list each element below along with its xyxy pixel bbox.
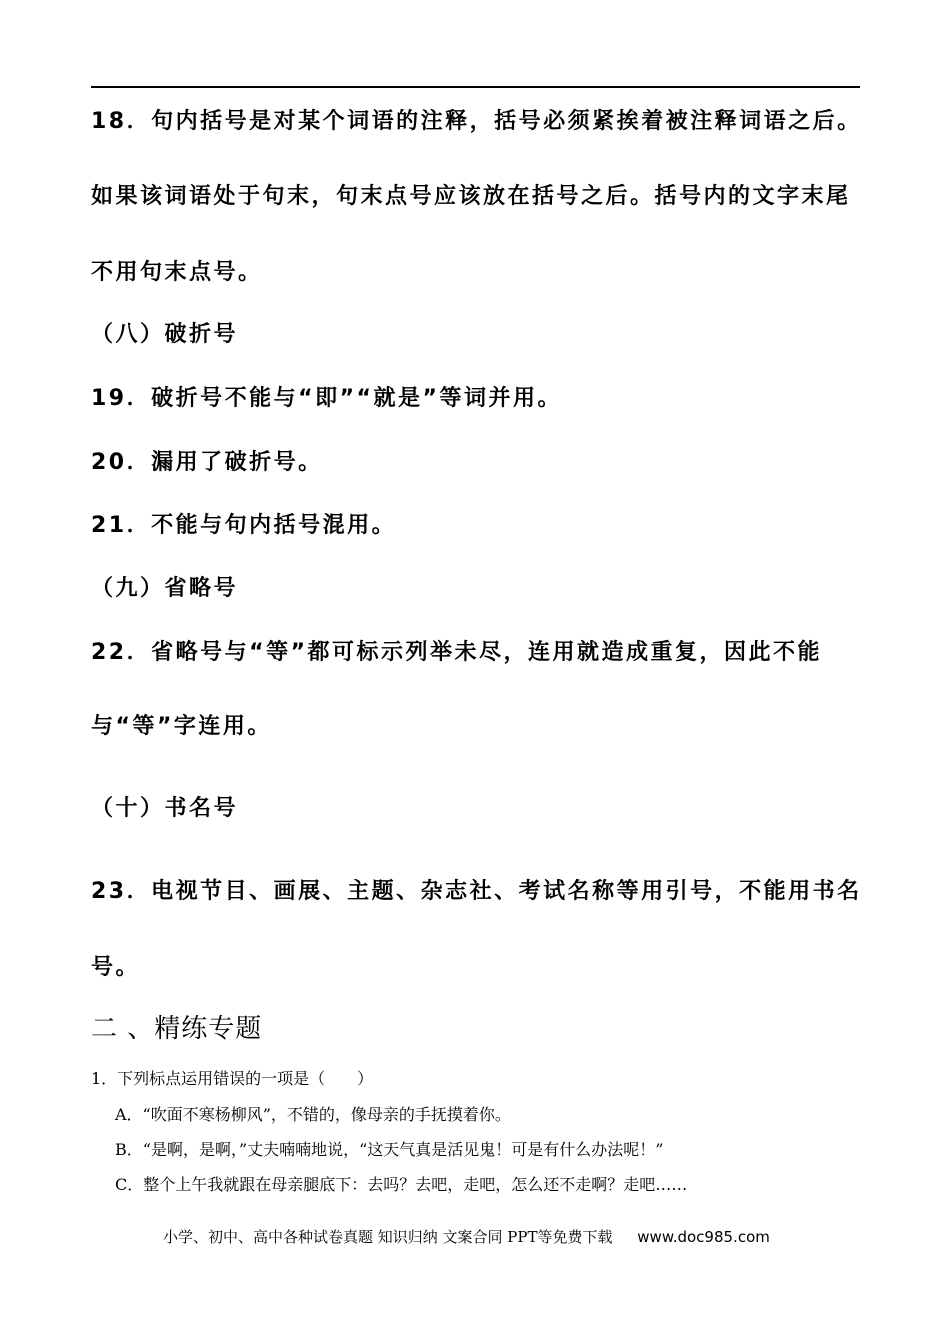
footer-text: 小学、初中、高中各种试卷真题 知识归纳 文案合同 PPT等免费下载 [163, 1228, 613, 1246]
section-2-title: 二 、精练专题 [91, 1014, 263, 1044]
item-21: 21．不能与句内括号混用。 [91, 513, 397, 538]
heading-dash: （八）破折号 [91, 322, 239, 347]
item-23-line-1: 23．电视节目、画展、主题、杂志社、考试名称等用引号，不能用书名 [91, 879, 862, 904]
item-22-line-1: 22．省略号与“等”都可标示列举未尽，连用就造成重复，因此不能 [91, 640, 823, 665]
question-1-option-c: C．整个上午我就跟在母亲腿底下：去吗？去吧，走吧，怎么还不走啊？走吧…… [115, 1175, 688, 1194]
item-18-line-3: 不用句末点号。 [91, 260, 263, 285]
item-19: 19．破折号不能与“即”“就是”等词并用。 [91, 386, 562, 411]
item-18-line-2: 如果该词语处于句末，句末点号应该放在括号之后。括号内的文字末尾 [91, 184, 851, 209]
header-rule [91, 86, 860, 88]
question-1-option-a: A．“吹面不寒杨柳风”，不错的，像母亲的手抚摸着你。 [115, 1105, 511, 1124]
footer-url[interactable]: www.doc985.com [637, 1228, 770, 1246]
footer [163, 1226, 770, 1247]
item-23-line-2: 号。 [91, 955, 141, 980]
item-20: 20．漏用了破折号。 [91, 450, 323, 475]
item-18-line-1: 18．句内括号是对某个词语的注释，括号必须紧挨着被注释词语之后。 [91, 109, 862, 134]
question-1-option-b: B．“是啊，是啊，”丈夫喃喃地说，“这天气真是活见鬼！可是有什么办法呢！” [115, 1140, 664, 1159]
heading-book-title-mark: （十）书名号 [91, 796, 239, 821]
heading-ellipsis: （九）省略号 [91, 576, 239, 601]
item-22-line-2: 与“等”字连用。 [91, 714, 272, 739]
question-1-stem: 1．下列标点运用错误的一项是（ ） [91, 1069, 374, 1088]
